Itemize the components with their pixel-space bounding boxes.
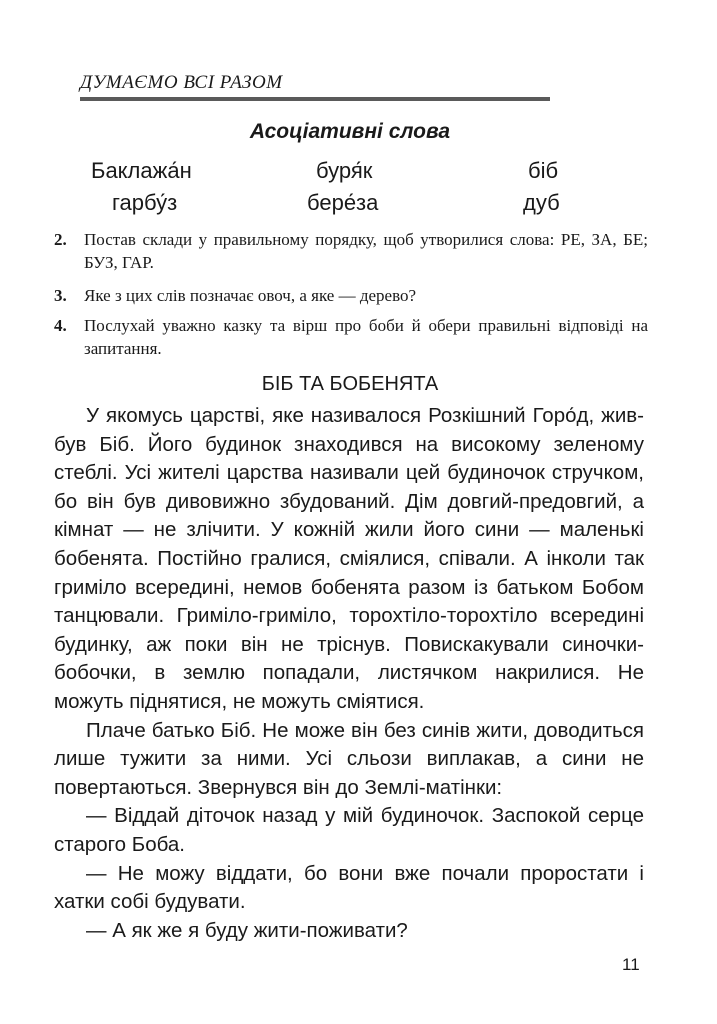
page-number: 11 (622, 955, 640, 974)
task-3 (54, 284, 648, 307)
story-paragraph: — Віддай діточок назад у мій будиночок. Заспокой серце старого Боба. (54, 804, 644, 856)
story-title: БІБ ТА БОБЕНЯТА (261, 373, 439, 395)
section-header: ДУМАЄМО ВСІ РАЗОМ (80, 72, 283, 93)
task-4 (54, 314, 648, 360)
associative-words-title: Асоціативні слова (249, 120, 451, 143)
story-paragraph: — А як же я буду жити-поживати? (86, 918, 408, 942)
task-2 (54, 228, 648, 274)
task-text: Послухай уважно казку та вірш про боби й обери правильні відповіді на запитання. (84, 316, 648, 358)
word-birch: бере́за (307, 190, 379, 215)
word-pumpkin: гарбу́з (112, 190, 178, 215)
word-oak: дуб (523, 190, 560, 215)
task-text: Яке з цих слів позначає овоч, а яке — дерево? (84, 286, 417, 305)
word-bean: біб (528, 158, 559, 183)
task-number: 3. (54, 286, 67, 305)
task-number: 2. (54, 230, 67, 249)
story-body (54, 402, 644, 945)
task-number: 4. (54, 316, 67, 335)
word-eggplant: Баклажа́н (91, 158, 192, 183)
word-beet: буря́к (316, 158, 373, 183)
header-divider (80, 97, 550, 101)
task-text: Постав склади у правильному порядку, щоб утворилися слова: РЕ, ЗА, БЕ; БУЗ, ГАР. (84, 230, 648, 272)
story-paragraph: — Не можу віддати, бо вони вже почали проростати і хатки собі будувати. (54, 861, 644, 914)
story-paragraph: Плаче батько Біб. Не може він без синів жити, доводиться лише тужити за ними. Усі сльози виплакав, а сини не повертаються. Звернувся він до Землі-матінки: (54, 718, 644, 799)
story-paragraph: У якомусь царстві, яке називалося Розкішний Горо́д, жив-був Біб. Його будинок знаходився на високому зеленому стеблі. Усі жителі царства називали цей будиночок стручком, бо він був дивовижно збудований. Дім довгий-предовгий, а кімнат — не злічити. У кожній жили його сини — маленькі бобенята. Постійно гралися, сміялися, співали. А інколи так гриміло всередині, немов бобенята разом із батьком Бобом танцювали. Гриміло-гриміло, торохтіло-торохтіло всередині будинку, аж поки він не тріснув. Повискакували синочки-бобочки, в землю попадали, листячком накрилися. Не можуть піднятися, не можуть сміятися. (54, 404, 644, 713)
